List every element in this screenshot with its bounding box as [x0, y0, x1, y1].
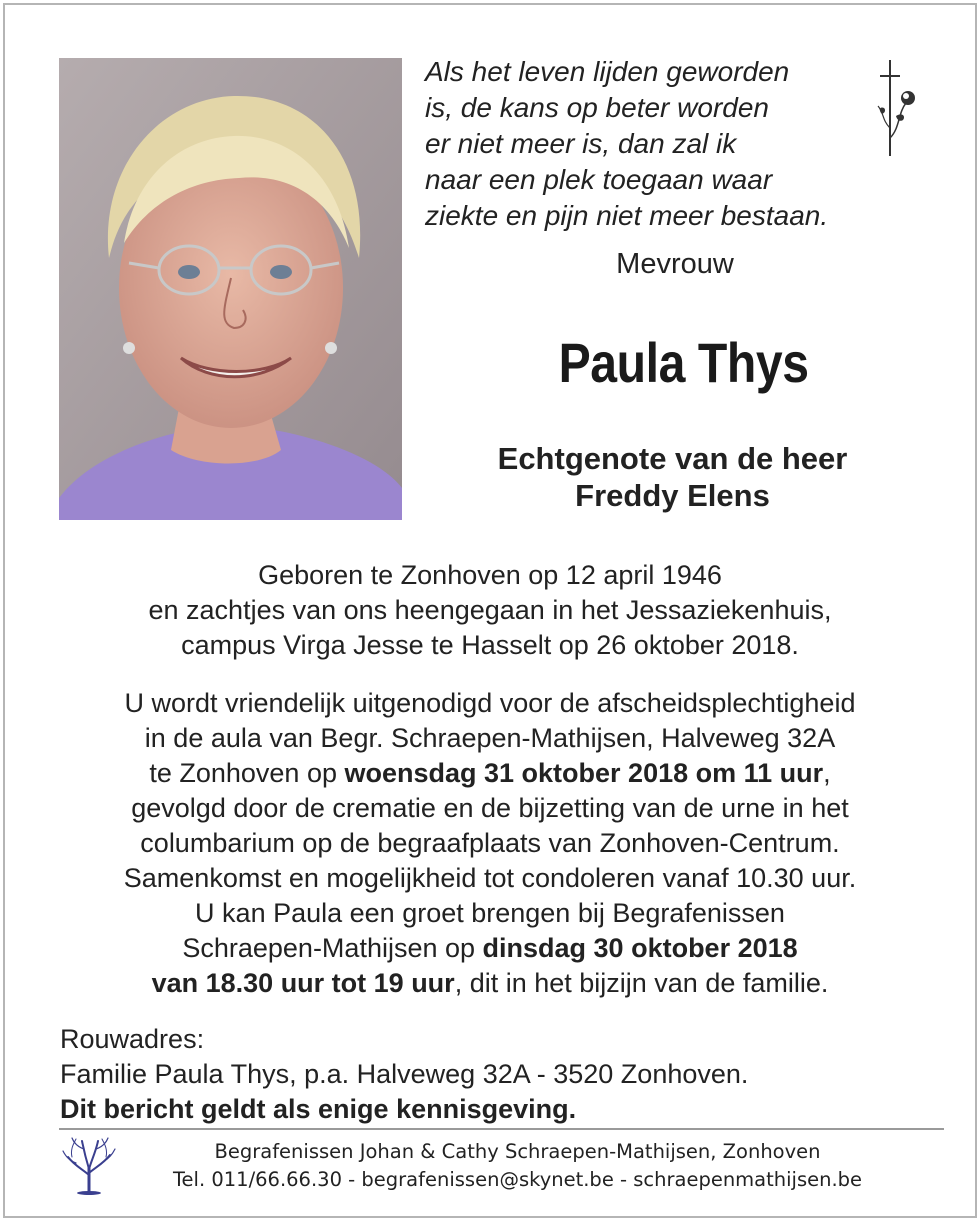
poem-line: naar een plek toegaan waar: [425, 164, 773, 195]
poem-line: Als het leven lijden geworden: [425, 56, 790, 87]
address-line: Familie Paula Thys, p.a. Halveweg 32A - 3520 Zonhoven.: [60, 1059, 749, 1089]
birth-death-details: [40, 558, 940, 663]
ceremony-date: woensdag 31 oktober 2018 om 11 uur: [344, 758, 824, 788]
ceremony-line: in de aula van Begr. Schraepen-Mathijsen, Halveweg 32A: [144, 723, 836, 753]
spouse-line: Echtgenote van de heer: [497, 441, 848, 476]
funeral-home-contact: Tel. 011/66.66.30 - begrafenissen@skynet.be - schraepenmathijsen.be: [172, 1168, 863, 1191]
visitation-time: van 18.30 uur tot 19 uur: [151, 968, 455, 998]
ceremony-text: te Zonhoven op: [149, 758, 345, 788]
ceremony-line: U wordt vriendelijk uitgenodigd voor de afscheidsplechtigheid: [124, 688, 856, 718]
footer-divider: [59, 1128, 944, 1130]
spouse-name: Freddy Elens: [575, 478, 770, 513]
cross-with-rose-icon: [870, 58, 922, 158]
poem-line: er niet meer is, dan zal ik: [425, 128, 737, 159]
poem-line: is, de kans op beter worden: [425, 92, 769, 123]
notice-text: Dit bericht geldt als enige kennisgeving.: [60, 1094, 577, 1124]
portrait-photo: [59, 58, 402, 520]
funeral-home-name: Begrafenissen Johan & Cathy Schraepen-Mathijsen, Zonhoven: [214, 1140, 821, 1163]
honorific-title: Mevrouw: [616, 248, 734, 280]
memorial-poem: [425, 54, 865, 234]
ceremony-line: U kan Paula een groet brengen bij Begrafenissen: [195, 898, 785, 928]
ceremony-line: [40, 931, 940, 966]
death-line: en zachtjes van ons heengegaan in het Jessaziekenhuis,: [148, 595, 832, 625]
birth-line: Geboren te Zonhoven op 12 april 1946: [258, 560, 722, 590]
ceremony-text: ,: [823, 758, 831, 788]
deceased-name: Paula Thys: [558, 331, 809, 394]
ceremony-line: [40, 966, 940, 1001]
poem-line: ziekte en pijn niet meer bestaan.: [425, 200, 829, 231]
ceremony-text: , dit in het bijzijn van de familie.: [454, 968, 829, 998]
mourning-address: [60, 1022, 940, 1127]
ceremony-line: columbarium op de begraafplaats van Zonhoven-Centrum.: [140, 828, 840, 858]
visitation-date: dinsdag 30 oktober 2018: [482, 933, 798, 963]
death-place-line: campus Virga Jesse te Hasselt op 26 oktober 2018.: [181, 630, 799, 660]
ceremony-details: [40, 686, 940, 1001]
tree-logo-icon: [60, 1135, 118, 1195]
ceremony-text: Schraepen-Mathijsen op: [182, 933, 483, 963]
ceremony-line: gevolgd door de crematie en de bijzetting van de urne in het: [131, 793, 849, 823]
ceremony-line: Samenkomst en mogelijkheid tot condoleren vanaf 10.30 uur.: [123, 863, 857, 893]
spouse-info: [420, 440, 925, 514]
funeral-home-footer: [120, 1138, 915, 1194]
address-label: Rouwadres:: [60, 1024, 205, 1054]
ceremony-line: [40, 756, 940, 791]
